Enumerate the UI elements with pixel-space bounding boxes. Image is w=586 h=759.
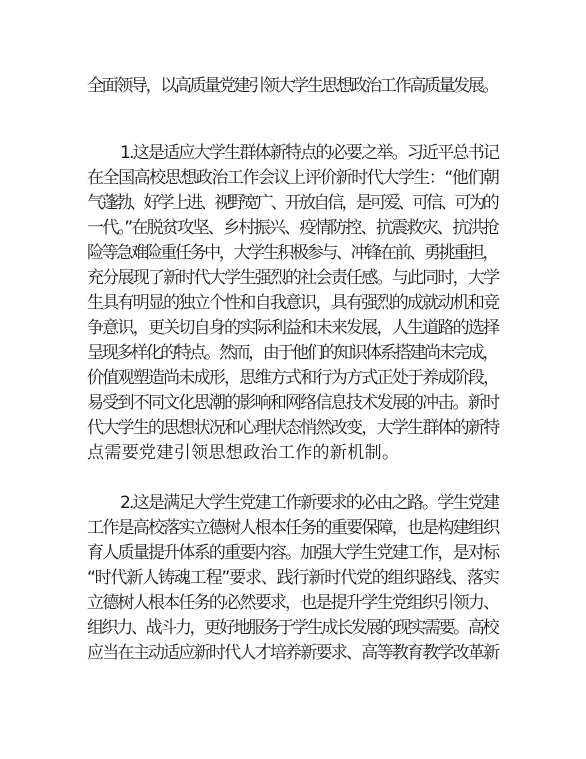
text-line: “时代新人铸魂工程”要求、践行新时代党的组织路线、落实	[87, 568, 499, 588]
text-line: 呈现多样化的特点。然而，由于他们的知识体系搭建尚未完成，	[87, 343, 498, 363]
text-line: 险等急难险重任务中，大学生积极参与、冲锋在前、勇挑重担，	[87, 243, 498, 263]
text-line: 点需要党建引领思想政治工作的新机制。	[87, 443, 400, 463]
text-line: 易受到不同文化思潮的影响和网络信息技术发展的冲击。新时	[87, 393, 499, 413]
text-line: 一代。”在脱贫攻坚、乡村振兴、疫情防控、抗震救灾、抗洪抢	[87, 218, 499, 238]
text-line: 育人质量提升体系的重要内容。加强大学生党建工作，是对标	[87, 543, 499, 563]
text-line: 充分展现了新时代大学生强烈的社会责任感。与此同时，大学	[87, 268, 499, 288]
text-line: 组织力、战斗力，更好地服务于学生成长发展的现实需要。高校	[87, 618, 498, 638]
text-line: 在全国高校思想政治工作会议上评价新时代大学生：“他们朝	[87, 168, 499, 188]
text-line: 立德树人根本任务的必然要求，也是提升学生党组织引领力、	[87, 593, 499, 613]
text-line: 全面领导，以高质量党建引领大学生思想政治工作高质量发展。	[87, 76, 498, 96]
text-line: 争意识，更关切自身的实际利益和未来发展，人生道路的选择	[87, 318, 499, 338]
text-line: 应当在主动适应新时代人才培养新要求、高等教育教学改革新	[87, 643, 499, 663]
text-line: 代大学生的思想状况和心理状态悄然改变，大学生群体的新特	[87, 418, 499, 438]
text-line: 工作是高校落实立德树人根本任务的重要保障，也是构建组织	[87, 518, 499, 538]
text-line: 气蓬勃、好学上进、视野宽广、开放自信，是可爱、可信、可为的	[87, 193, 497, 213]
text-line: 2.这是满足大学生党建工作新要求的必由之路。学生党建	[120, 493, 499, 513]
text-line: 价值观塑造尚未成形，思维方式和行为方式正处于养成阶段，	[87, 368, 499, 388]
text-line: 生具有明显的独立个性和自我意识，具有强烈的成就动机和竞	[87, 293, 499, 313]
text-line: 1.这是适应大学生群体新特点的必要之举。习近平总书记	[120, 143, 499, 163]
